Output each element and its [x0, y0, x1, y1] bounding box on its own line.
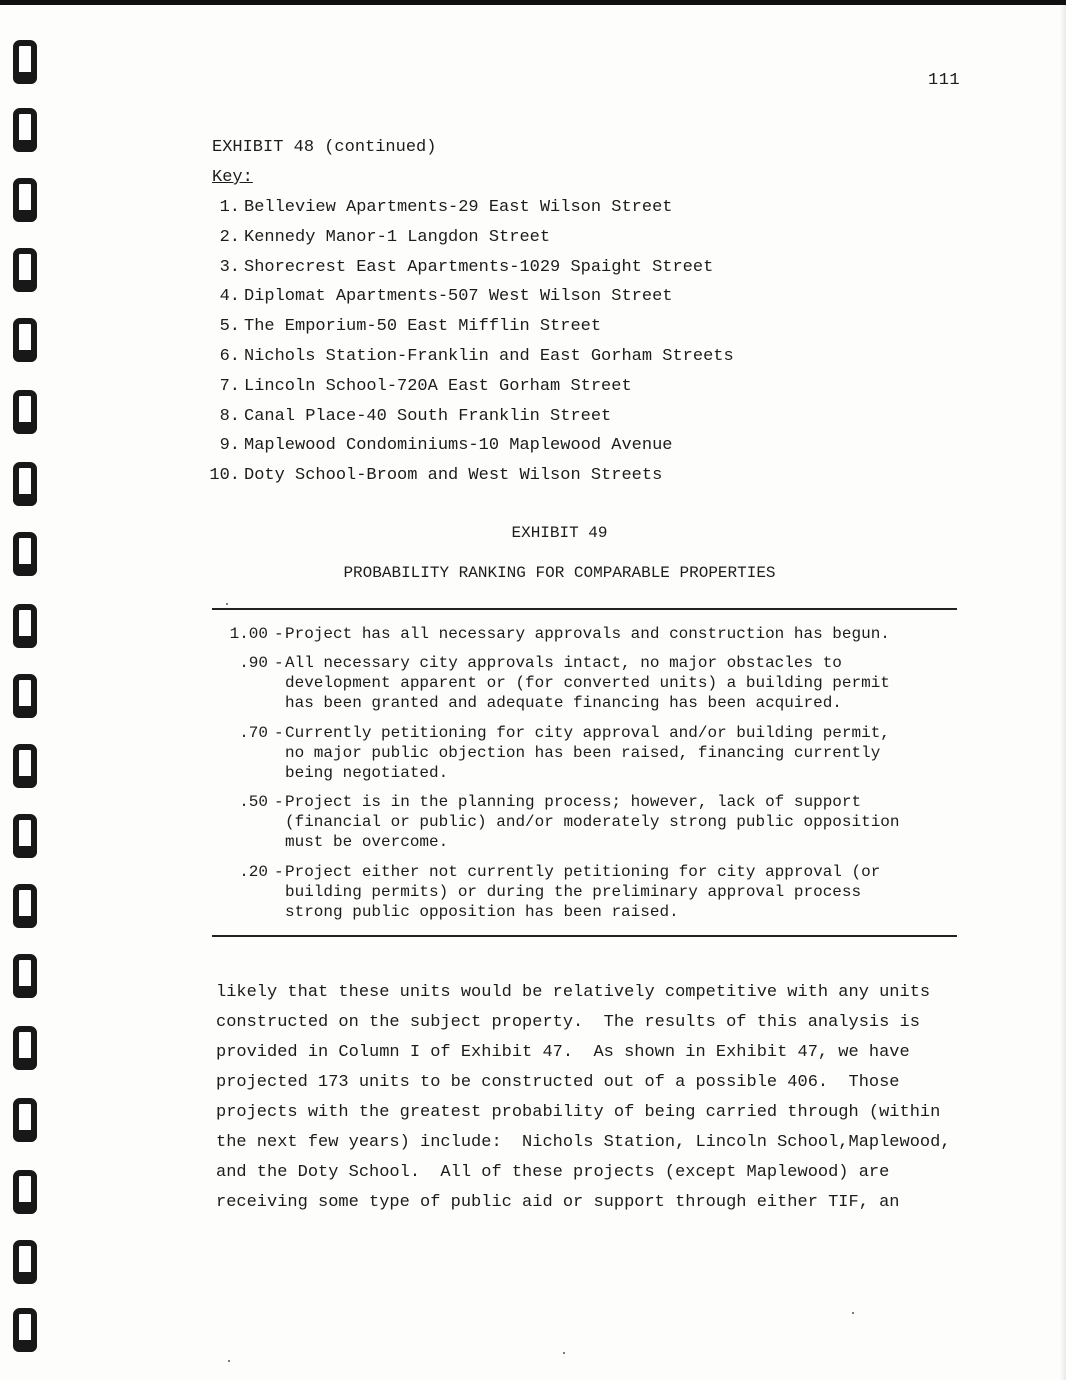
table-bottom-rule — [212, 935, 957, 937]
punch-hole — [13, 1098, 37, 1142]
key-item-text: Shorecrest East Apartments-1029 Spaight Street — [244, 258, 714, 277]
ranking-dash: - — [274, 793, 284, 811]
ranking-description: Project either not currently petitioning for city approval (or building permits) or during the preliminary approval process strong public opposition has been raised. — [285, 863, 881, 921]
key-item — [202, 258, 713, 278]
ranking-description: All necessary city approvals intact, no major obstacles to development apparent or (for converted units) a building permit has been granted and adequate financing has been acquired. — [285, 654, 890, 712]
key-item — [202, 407, 611, 427]
exhibit-49-title: PROBABILITY RANKING FOR COMPARABLE PROPERTIES — [343, 564, 776, 582]
key-item — [202, 436, 672, 456]
punch-hole — [13, 108, 37, 152]
key-item-number: 9. — [219, 436, 240, 455]
page-top-edge — [0, 0, 1066, 5]
ranking-value: .50 — [239, 793, 268, 811]
punch-hole — [13, 532, 37, 576]
punch-hole — [13, 40, 37, 84]
ranking-value: 1.00 — [229, 625, 268, 643]
punch-hole — [13, 1308, 37, 1352]
ranking-dash: - — [274, 654, 284, 672]
page-number: 111 — [928, 71, 961, 90]
punch-hole — [13, 604, 37, 648]
key-item-text: Nichols Station-Franklin and East Gorham Streets — [244, 347, 734, 366]
key-item — [202, 377, 632, 397]
key-item-number: 10. — [209, 466, 240, 485]
ranking-value: .70 — [239, 724, 268, 742]
ranking-value: .90 — [239, 654, 268, 672]
punch-hole — [13, 744, 37, 788]
scan-speck — [852, 1312, 854, 1314]
key-item — [202, 198, 672, 218]
punch-hole — [13, 1240, 37, 1284]
key-item-number: 3. — [219, 258, 240, 277]
punch-hole — [13, 1170, 37, 1214]
key-item-number: 4. — [219, 287, 240, 306]
key-item-text: Maplewood Condominiums-10 Maplewood Avenue — [244, 436, 673, 455]
scan-speck — [563, 1352, 565, 1354]
body-paragraph — [216, 978, 956, 1218]
key-item — [202, 466, 662, 486]
punch-hole — [13, 318, 37, 362]
table-top-rule — [212, 608, 957, 610]
key-item-number: 2. — [219, 228, 240, 247]
key-item-text: Kennedy Manor-1 Langdon Street — [244, 228, 551, 247]
key-item — [202, 287, 672, 307]
binder-punch-strip — [0, 0, 50, 1380]
scan-speck — [228, 1360, 230, 1362]
punch-hole — [13, 954, 37, 998]
ranking-description: Project has all necessary approvals and construction has begun. — [285, 625, 890, 643]
punch-hole — [13, 462, 37, 506]
body-line: projects with the greatest probability of being carried through (within — [216, 1103, 941, 1122]
punch-hole — [13, 178, 37, 222]
key-item-text: Canal Place-40 South Franklin Street — [244, 407, 612, 426]
page-right-shadow — [1060, 0, 1066, 1380]
punch-hole — [13, 248, 37, 292]
body-line: and the Doty School. All of these projects (except Maplewood) are — [216, 1163, 890, 1182]
body-line: the next few years) include: Nichols Station, Lincoln School,Maplewood, — [216, 1133, 951, 1152]
key-item-text: The Emporium-50 East Mifflin Street — [244, 317, 602, 336]
ranking-description: Project is in the planning process; however, lack of support (financial or public) and/or moderately strong public opposition must be overcome. — [285, 793, 900, 851]
ranking-value: .20 — [239, 863, 268, 881]
key-item — [202, 317, 601, 337]
exhibit-48-heading: EXHIBIT 48 (continued) — [212, 138, 437, 157]
ranking-dash: - — [274, 625, 284, 643]
body-line: projected 173 units to be constructed out of a possible 406. Those — [216, 1073, 900, 1092]
body-line: receiving some type of public aid or support through either TIF, an — [216, 1193, 900, 1212]
body-line: likely that these units would be relatively competitive with any units — [216, 983, 931, 1002]
ranking-dash: - — [274, 863, 284, 881]
key-item-text: Diplomat Apartments-507 West Wilson Street — [244, 287, 673, 306]
key-item-number: 1. — [219, 198, 240, 217]
body-line: provided in Column I of Exhibit 47. As shown in Exhibit 47, we have — [216, 1043, 910, 1062]
punch-hole — [13, 884, 37, 928]
punch-hole — [13, 814, 37, 858]
key-item-number: 5. — [219, 317, 240, 336]
ranking-description: Currently petitioning for city approval and/or building permit, no major public objection has been raised, financing currently being negotiated. — [285, 724, 890, 782]
punch-hole — [13, 1026, 37, 1070]
punch-hole — [13, 674, 37, 718]
key-item-number: 6. — [219, 347, 240, 366]
exhibit-49-heading: EXHIBIT 49 — [511, 524, 608, 542]
key-item — [202, 347, 734, 367]
key-item-text: Belleview Apartments-29 East Wilson Street — [244, 198, 673, 217]
body-line: constructed on the subject property. The results of this analysis is — [216, 1013, 920, 1032]
key-item-text: Lincoln School-720A East Gorham Street — [244, 377, 632, 396]
ranking-dash: - — [274, 724, 284, 742]
key-item — [202, 228, 550, 248]
punch-hole — [13, 390, 37, 434]
key-item-number: 7. — [219, 377, 240, 396]
key-title: Key: — [212, 168, 253, 187]
key-item-text: Doty School-Broom and West Wilson Streets — [244, 466, 663, 485]
key-item-number: 8. — [219, 407, 240, 426]
scan-speck — [226, 603, 228, 605]
